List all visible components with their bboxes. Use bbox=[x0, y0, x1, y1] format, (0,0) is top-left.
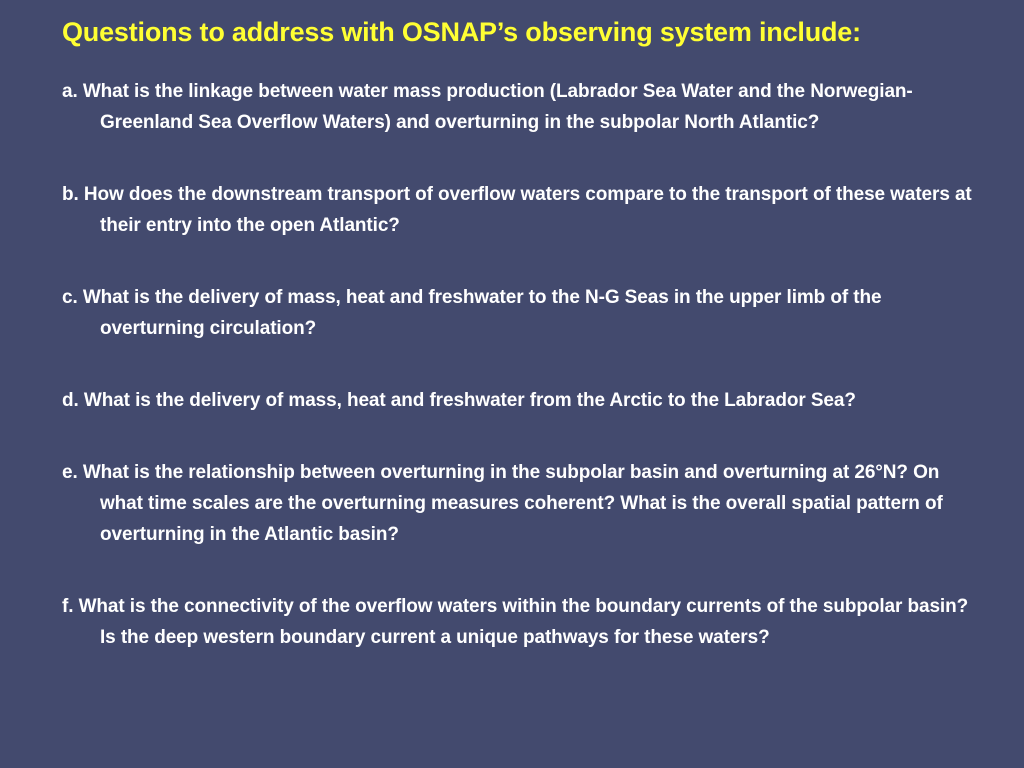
question-list bbox=[62, 76, 984, 653]
question-b: b. How does the downstream transport of overflow waters compare to the transport of these waters at their entry into the open Atlantic? bbox=[62, 184, 972, 236]
slide-title: Questions to address with OSNAP’s observing system include: bbox=[62, 17, 861, 47]
question-d: d. What is the delivery of mass, heat and freshwater from the Arctic to the Labrador Sea? bbox=[62, 390, 856, 411]
question-f: f. What is the connectivity of the overflow waters within the boundary currents of the subpolar basin? Is the deep western boundary current a unique pathways for these waters? bbox=[62, 596, 969, 648]
question-e: e. What is the relationship between overturning in the subpolar basin and overturning at 26°N? On what time scales are the overturning measures coherent? What is the overall spatial pattern of overturning in the Atlantic basin? bbox=[62, 462, 943, 545]
question-c: c. What is the delivery of mass, heat and freshwater to the N-G Seas in the upper limb of the overturning circulation? bbox=[62, 287, 882, 339]
question-a: a. What is the linkage between water mass production (Labrador Sea Water and the Norwegian-Greenland Sea Overflow Waters) and overturning in the subpolar North Atlantic? bbox=[62, 81, 913, 133]
